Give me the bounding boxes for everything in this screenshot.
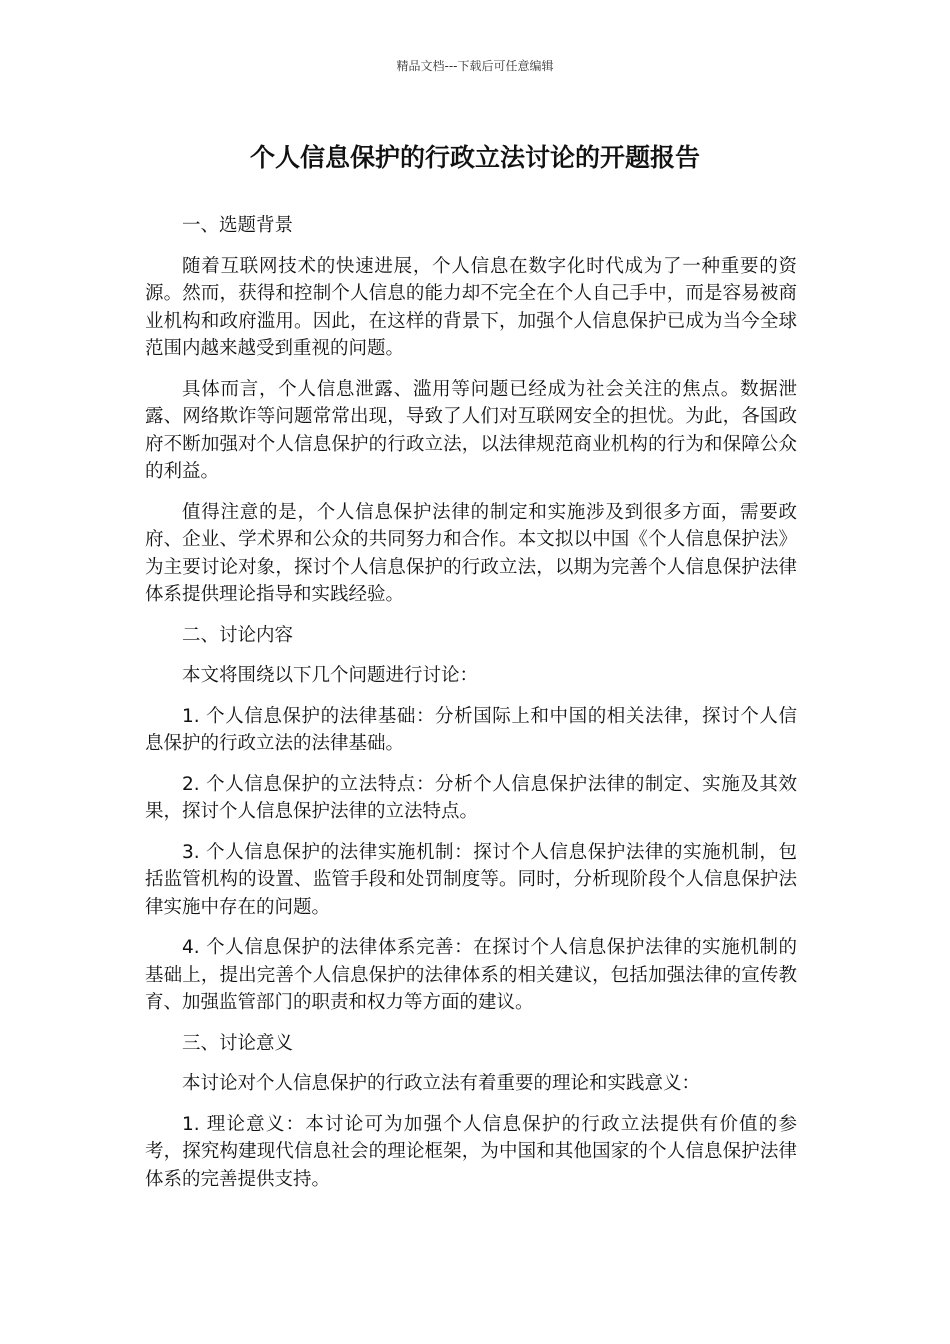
document-title: 个人信息保护的行政立法讨论的开题报告 xyxy=(249,143,700,172)
list-item-significance-1: 1. 理论意义：本讨论可为加强个人信息保护的行政立法提供有价值的参考，探究构建现代信息社会的理论框架，为中国和其他国家的个人信息保护法律体系的完善提供支持。 xyxy=(145,1113,797,1190)
document-body xyxy=(145,212,797,1206)
page-header-note: 精品文档---下载后可任意编辑 xyxy=(396,59,554,73)
paragraph-significance-intro: 本讨论对个人信息保护的行政立法有着重要的理论和实践意义： xyxy=(182,1073,701,1094)
paragraph-background-2: 具体而言，个人信息泄露、滥用等问题已经成为社会关注的焦点。数据泄露、网络欺诈等问题常常出现，导致了人们对互联网安全的担忧。为此，各国政府不断加强对个人信息保护的行政立法，以法律规范商业机构的行为和保障公众的利益。 xyxy=(145,378,797,482)
paragraph-background-3: 值得注意的是，个人信息保护法律的制定和实施涉及到很多方面，需要政府、企业、学术界和公众的共同努力和合作。本文拟以中国《个人信息保护法》为主要讨论对象，探讨个人信息保护的行政立法，以期为完善个人信息保护法律体系提供理论指导和实践经验。 xyxy=(145,501,797,605)
list-item-content-2: 2. 个人信息保护的立法特点：分析个人信息保护法律的制定、实施及其效果，探讨个人信息保护法律的立法特点。 xyxy=(145,773,797,822)
list-item-content-3: 3. 个人信息保护的法律实施机制：探讨个人信息保护法律的实施机制，包括监管机构的设置、监管手段和处罚制度等。同时，分析现阶段个人信息保护法律实施中存在的问题。 xyxy=(145,841,797,918)
list-item-content-4: 4. 个人信息保护的法律体系完善：在探讨个人信息保护法律的实施机制的基础上，提出完善个人信息保护的法律体系的相关建议，包括加强法律的宣传教育、加强监管部门的职责和权力等方面的建议。 xyxy=(145,937,797,1013)
section-heading-background: 一、选题背景 xyxy=(182,215,294,236)
paragraph-content-intro: 本文将围绕以下几个问题进行讨论： xyxy=(182,665,479,686)
paragraph-background-1: 随着互联网技术的快速进展，个人信息在数字化时代成为了一种重要的资源。然而，获得和控制个人信息的能力却不完全在个人自己手中，而是容易被商业机构和政府滥用。因此，在这样的背景下，加强个人信息保护已成为当今全球范围内越来越受到重视的问题。 xyxy=(145,255,797,359)
list-item-content-1: 1. 个人信息保护的法律基础：分析国际上和中国的相关法律，探讨个人信息保护的行政立法的法律基础。 xyxy=(145,705,797,754)
section-heading-content: 二、讨论内容 xyxy=(182,624,294,646)
section-heading-significance: 三、讨论意义 xyxy=(182,1032,294,1054)
